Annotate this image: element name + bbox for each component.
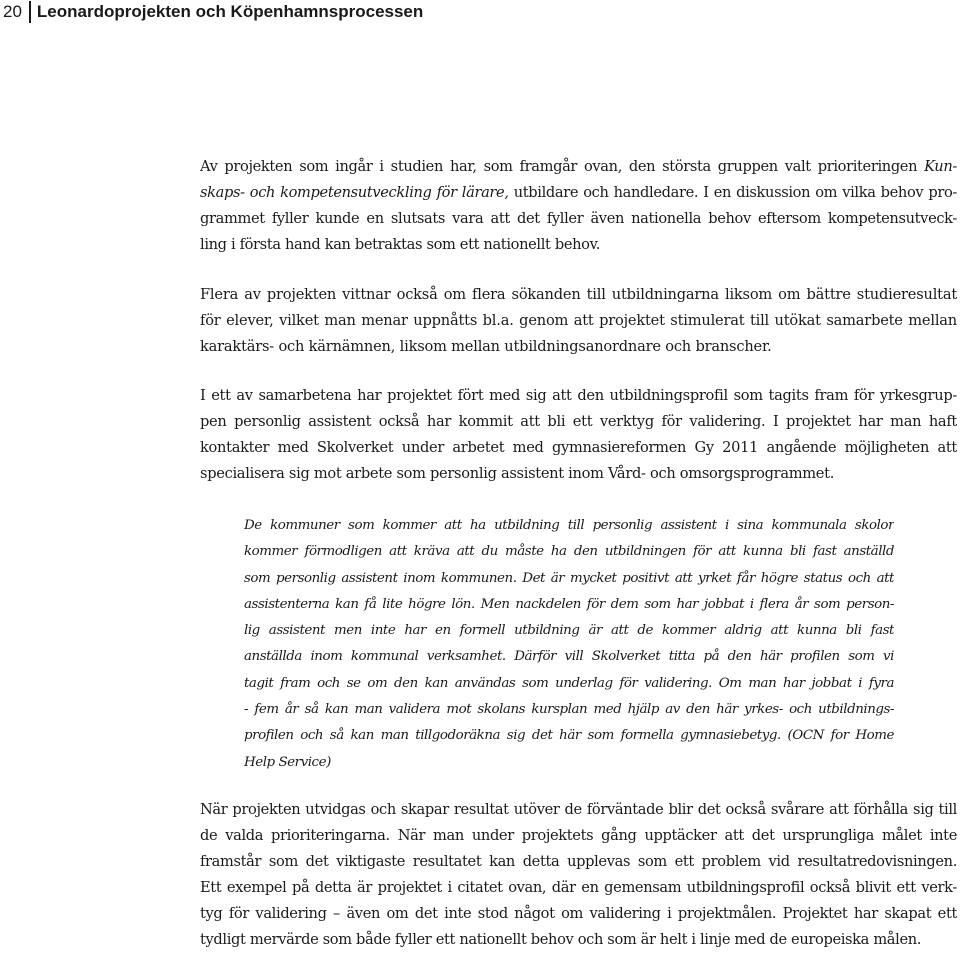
quote-line: Help Service)	[244, 754, 331, 770]
paragraph-line: Ett exempel på detta är projektet i citatet ovan, där en gemensam utbildningsprofil också blivit ett verk-	[200, 879, 957, 896]
header-divider	[29, 1, 31, 23]
quote-line: profilen och så kan man tillgodoräkna sig det här som formella gymnasiebetyg. (OCN for Home	[244, 728, 894, 744]
quote-line: De kommuner som kommer att ha utbildning till personlig assistent i sina kommunala skolor	[244, 518, 894, 533]
paragraph-2	[200, 282, 957, 360]
page-number: 20	[3, 2, 22, 21]
emphasis-text: Kun-	[924, 158, 957, 175]
paragraph-line: de valda prioriteringarna. När man under projektets gång upptäcker att det ursprungliga målet inte	[200, 827, 957, 844]
quote-line: assistenterna kan få lite högre lön. Men nackdelen för dem som har jobbat i flera år som person-	[244, 596, 894, 612]
paragraph-line	[200, 154, 957, 180]
paragraph-line: specialisera sig mot arbete som personlig assistent inom Vård- och omsorgsprogrammet.	[200, 465, 835, 482]
text-run: Av projekten som ingår i studien har, som framgår ovan, den största gruppen valt prioriteringen	[200, 158, 925, 175]
running-title: Leonardoprojekten och Köpenhamnsprocessen	[36, 2, 424, 21]
paragraph-line: kontakter med Skolverket under arbetet med gymnasiereformen Gy 2011 angående möjligheten att	[200, 439, 957, 456]
running-header	[3, 0, 423, 24]
paragraph-line: karaktärs- och kärnämnen, liksom mellan utbildningsanordnare och branscher.	[200, 338, 772, 355]
text-run: utbildare och handledare. I en diskussion om vilka behov pro-	[508, 184, 957, 201]
paragraph-line: I ett av samarbetena har projektet fört med sig att den utbildningsprofil som tagits fram för yrkesgrup-	[200, 387, 957, 404]
paragraph-line: tyg för validering – även om det inte stod något om validering i projektmålen. Projektet har skapat ett	[200, 905, 957, 922]
quote-line: anställda inom kommunal verksamhet. Därför vill Skolverket titta på den här profilen som vi	[244, 649, 894, 665]
paragraph-line: framstår som det viktigaste resultatet kan detta upplevas som ett problem vid resultatredovisningen.	[200, 853, 957, 870]
quote-line: lig assistent men inte har en formell utbildning är att de kommer aldrig att kunna bli fast	[244, 623, 894, 639]
paragraph-line: ling i första hand kan betraktas som ett nationellt behov.	[200, 236, 601, 253]
paragraph-line: tydligt mervärde som både fyller ett nationellt behov och som är helt i linje med de europeiska målen.	[200, 931, 922, 948]
quote-line: som personlig assistent inom kommunen. Det är mycket positivt att yrket får högre status och att	[244, 570, 894, 586]
quote-line: - fem år så kan man validera mot skolans kursplan med hjälp av den här yrkes- och utbildnings-	[244, 702, 894, 718]
paragraph-line	[200, 180, 957, 206]
paragraph-3	[200, 383, 957, 487]
block-quote	[244, 513, 894, 776]
paragraph-line: Flera av projekten vittnar också om flera sökanden till utbildningarna liksom om bättre studieresultat	[200, 286, 957, 303]
emphasis-text: skaps- och kompetensutveckling för lärare,	[200, 184, 509, 201]
paragraph-5	[200, 797, 957, 953]
quote-line: kommer förmodligen att kräva att du måste ha den utbildningen för att kunna bli fast anställd	[244, 544, 894, 560]
paragraph-line: grammet fyller kunde en slutsats vara att det fyller även nationella behov eftersom kompetensutveck-	[200, 210, 957, 227]
paragraph-1	[200, 154, 957, 258]
paragraph-line: för elever, vilket man menar uppnåtts bl.a. genom att projektet stimulerat till utökat samarbete mellan	[200, 312, 957, 329]
quote-line: tagit fram och se om den kan användas som underlag för validering. Om man har jobbat i fyra	[244, 675, 894, 691]
paragraph-line: pen personlig assistent också har kommit att bli ett verktyg för validering. I projektet har man haft	[200, 413, 957, 430]
paragraph-line: När projekten utvidgas och skapar resultat utöver de förväntade blir det också svårare att förhålla sig till	[200, 801, 957, 818]
